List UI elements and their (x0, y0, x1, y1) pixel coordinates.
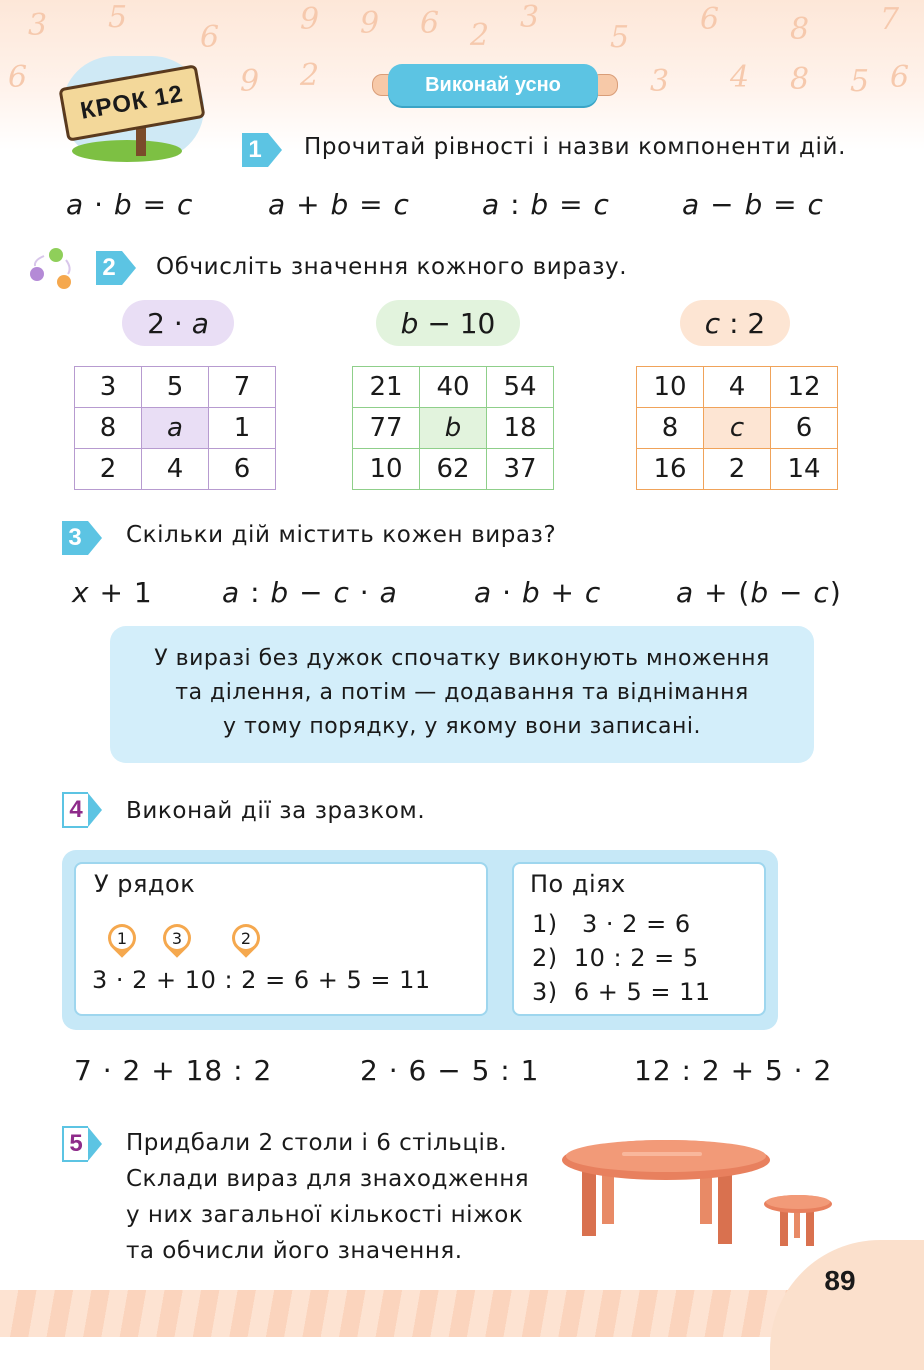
task-number-3 (62, 518, 102, 558)
num: 2 (147, 306, 165, 340)
table-cell: 21 (353, 367, 420, 408)
op: ) (829, 576, 842, 609)
var: a (379, 576, 398, 609)
table-center-cell: a (142, 408, 209, 449)
steps-sample-title: По діях (530, 870, 626, 898)
var: a (268, 188, 287, 221)
table-cell: 4 (704, 367, 771, 408)
table-and-stool-illustration (562, 1136, 852, 1256)
table-cell: 2 (704, 449, 771, 490)
table-cell: 37 (487, 449, 554, 490)
var: b (113, 188, 133, 221)
rule-line-3: у тому порядку, у якому вони записані. (222, 714, 702, 739)
expression-4 (676, 576, 842, 609)
table-cell: 16 (637, 449, 704, 490)
table-cell: 54 (487, 367, 554, 408)
bg-digit: 6 (700, 2, 720, 37)
bg-digit: 6 (8, 60, 28, 95)
expression-pill (376, 300, 520, 346)
task-number-label: 1 (242, 133, 268, 167)
var: c (807, 188, 824, 221)
stool-icon (764, 1195, 832, 1246)
var: b (270, 576, 290, 609)
table-cell: 10 (353, 449, 420, 490)
expression-pill (680, 300, 790, 346)
marker-label: 3 (166, 927, 188, 949)
op: + ( (694, 576, 751, 609)
table-cell: 12 (771, 367, 838, 408)
table-cell: 6 (209, 449, 276, 490)
step-line: 1) 3 · 2 = 6 (532, 910, 691, 938)
num: 10 (459, 306, 496, 340)
var: c (393, 188, 410, 221)
var: b (744, 188, 764, 221)
eq: = (559, 188, 584, 221)
task5-line: Склади вираз для знаходження (126, 1166, 530, 1192)
equation-3 (482, 188, 610, 221)
section-banner: Виконай усно (388, 64, 598, 106)
var: c (813, 576, 830, 609)
task5-line: у них загальної кількості ніжок (126, 1202, 524, 1228)
inline-sample-expression: 3 · 2 + 10 : 2 = 6 + 5 = 11 (92, 966, 431, 994)
exercise-3: 12 : 2 + 5 · 2 (634, 1054, 833, 1087)
inline-sample-title: У рядок (94, 870, 196, 898)
op: − (427, 306, 451, 340)
rest: + 1 (89, 576, 153, 609)
step-line: 3) 6 + 5 = 11 (532, 978, 711, 1006)
var: b (530, 188, 550, 221)
var: c (704, 306, 721, 340)
op: − (769, 576, 814, 609)
eq: = (359, 188, 384, 221)
task-number-label: 5 (62, 1126, 88, 1162)
value-table-c (636, 366, 838, 490)
expression-3 (474, 576, 601, 609)
bg-digit: 8 (790, 62, 810, 97)
table-cell: 14 (771, 449, 838, 490)
step-sign: КРОК 12 (58, 64, 205, 141)
table-cell: 8 (75, 408, 142, 449)
task1-text: Прочитай рівності і назви компоненти дій. (304, 134, 846, 160)
bg-digit: 9 (240, 64, 260, 99)
table-cell: 62 (420, 449, 487, 490)
table-cell: 10 (637, 367, 704, 408)
table-cell: 77 (353, 408, 420, 449)
task-number-label: 2 (96, 251, 122, 285)
var: a (66, 188, 85, 221)
var: a (474, 576, 493, 609)
op: : (240, 576, 271, 609)
marker-label: 2 (235, 927, 257, 949)
op: + (540, 576, 585, 609)
op: + (296, 188, 321, 221)
bg-digit: 9 (360, 6, 380, 41)
table-cell: 1 (209, 408, 276, 449)
bg-digit: 4 (730, 60, 750, 95)
exercise-1: 7 · 2 + 18 : 2 (74, 1054, 273, 1087)
var: c (333, 576, 350, 609)
task5-line: Придбали 2 столи і 6 стільців. (126, 1130, 508, 1156)
var: x (72, 576, 90, 609)
task-number-1 (242, 130, 282, 170)
exercise-2: 2 · 6 − 5 : 1 (360, 1054, 540, 1087)
var: c (593, 188, 610, 221)
bg-digit: 3 (520, 0, 540, 35)
table-cell: 2 (75, 449, 142, 490)
table-center-cell: b (420, 408, 487, 449)
var: c (176, 188, 194, 221)
table-cell: 5 (142, 367, 209, 408)
table-cell: 8 (637, 408, 704, 449)
bg-digit: 6 (200, 20, 220, 55)
eq: = (142, 188, 168, 221)
equation-4 (682, 188, 824, 221)
var: c (584, 576, 602, 609)
bg-digit: 6 (420, 6, 440, 41)
bg-digit: 8 (790, 12, 810, 47)
table-cell: 4 (142, 449, 209, 490)
var: a (191, 306, 209, 340)
bg-digit: 3 (28, 8, 48, 43)
bg-digit: 2 (470, 18, 490, 53)
bg-digit: 2 (300, 58, 320, 93)
table-cell: 3 (75, 367, 142, 408)
page-number: 89 (824, 1265, 856, 1296)
var: b (521, 576, 541, 609)
table-cell: 7 (209, 367, 276, 408)
rule-line-2: та ділення, а потім — додавання та віднімання (175, 680, 749, 705)
task4-text: Виконай дії за зразком. (126, 798, 426, 824)
task-number-label: 3 (62, 521, 88, 555)
op: : (729, 306, 739, 340)
value-table-a (74, 366, 276, 490)
expression-2 (222, 576, 398, 609)
task-number-4 (62, 790, 102, 830)
task-number-5 (62, 1124, 102, 1164)
table-cell: 18 (487, 408, 554, 449)
op: : (510, 188, 521, 221)
expression-pill (122, 300, 234, 346)
grass-icon (72, 140, 182, 162)
var: a (222, 576, 241, 609)
var: a (482, 188, 501, 221)
op: − (710, 188, 735, 221)
bg-digit: 5 (850, 64, 870, 99)
var: a (682, 188, 701, 221)
num: 2 (747, 306, 766, 340)
task5-line: та обчисли його значення. (126, 1238, 463, 1264)
table-icon (562, 1140, 770, 1244)
expression-1 (72, 576, 153, 609)
bg-digit: 6 (890, 60, 910, 95)
bg-digit: 5 (610, 20, 630, 55)
op: · (349, 576, 380, 609)
step-line: 2) 10 : 2 = 5 (532, 944, 699, 972)
var: a (676, 576, 695, 609)
table-center-cell: c (704, 408, 771, 449)
equation-1 (66, 188, 193, 221)
task3-text: Скільки дій містить кожен вираз? (126, 522, 557, 548)
task-number-2 (96, 248, 136, 288)
bg-digit: 3 (650, 64, 670, 99)
table-cell: 6 (771, 408, 838, 449)
bg-digit: 9 (300, 2, 320, 37)
op: · (173, 306, 183, 340)
teamwork-icon (26, 246, 76, 292)
page-corner (770, 1240, 924, 1370)
eq: = (773, 188, 798, 221)
var: b (400, 306, 419, 340)
bg-digit: 5 (108, 0, 128, 35)
var: b (750, 576, 770, 609)
var: b (330, 188, 350, 221)
op: − (289, 576, 334, 609)
marker-label: 1 (111, 927, 133, 949)
rule-line-1: У виразі без дужок спочатку виконують множення (154, 646, 770, 671)
equation-2 (268, 188, 410, 221)
op: · (492, 576, 522, 609)
bg-digit: 7 (880, 2, 900, 37)
task-number-label: 4 (62, 792, 88, 828)
op: · (94, 188, 104, 221)
value-table-b (352, 366, 554, 490)
table-cell: 40 (420, 367, 487, 408)
task2-text: Обчисліть значення кожного виразу. (156, 254, 628, 280)
